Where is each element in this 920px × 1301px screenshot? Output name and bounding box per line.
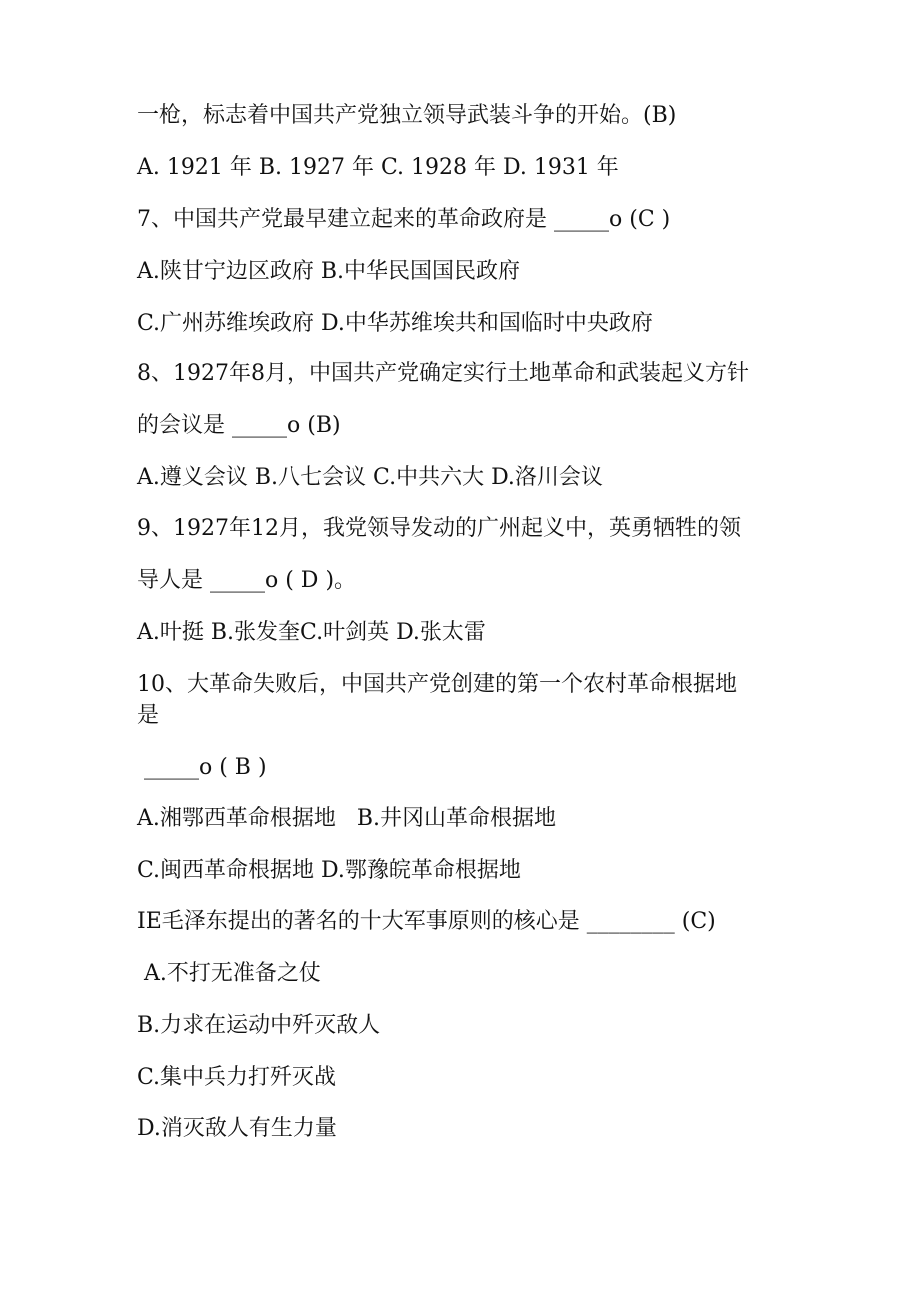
question-11-option-c: C.集中兵力打歼灭战 [137,1065,337,1090]
question-9-options: A.叶挺 B.张发奎C.叶剑英 D.张太雷 [137,620,486,645]
question-7-options-cd: C.广州苏维埃政府 D.中华苏维埃共和国临时中央政府 [137,311,653,336]
question-10-wrap: 是 [137,703,160,728]
question-9: 9、1927年12月，我党领导发动的广州起义中，英勇牺牲的领 [137,516,741,541]
question-9-continued: 导人是 _____o ( D )。 [137,568,357,593]
question-8: 8、1927年8月，中国共产党确定实行土地革命和武装起义方针 [137,361,749,386]
question-10-options-ab: A.湘鄂西革命根据地 B.井冈山革命根据地 [137,806,557,831]
question-7-options-ab: A.陕甘宁边区政府 B.中华民国国民政府 [137,259,521,284]
text-line-2: A. 1921 年 B. 1927 年 C. 1928 年 D. 1931 年 [137,155,619,180]
question-7: 7、中国共产党最早建立起来的革命政府是 _____o (C ) [137,207,671,232]
question-11: IE毛泽东提出的著名的十大军事原则的核心是 ________ (C) [137,909,716,934]
question-11-option-a: A.不打无准备之仗 [137,961,321,986]
question-8-continued: 的会议是 _____o (B) [137,413,341,438]
question-10-options-cd: C.闽西革命根据地 D.鄂豫皖革命根据地 [137,858,521,883]
question-11-option-b: B.力求在运动中歼灭敌人 [137,1013,381,1038]
question-10-continued: _____o ( B ) [137,755,267,780]
text-line-1: 一枪，标志着中国共产党独立领导武装斗争的开始。(B) [137,103,677,128]
question-10: 10、大革命失败后，中国共产党创建的第一个农村革命根据地 [137,672,737,697]
question-8-options: A.遵义会议 B.八七会议 C.中共六大 D.洛川会议 [137,465,603,490]
question-11-option-d: D.消灭敌人有生力量 [137,1116,337,1141]
